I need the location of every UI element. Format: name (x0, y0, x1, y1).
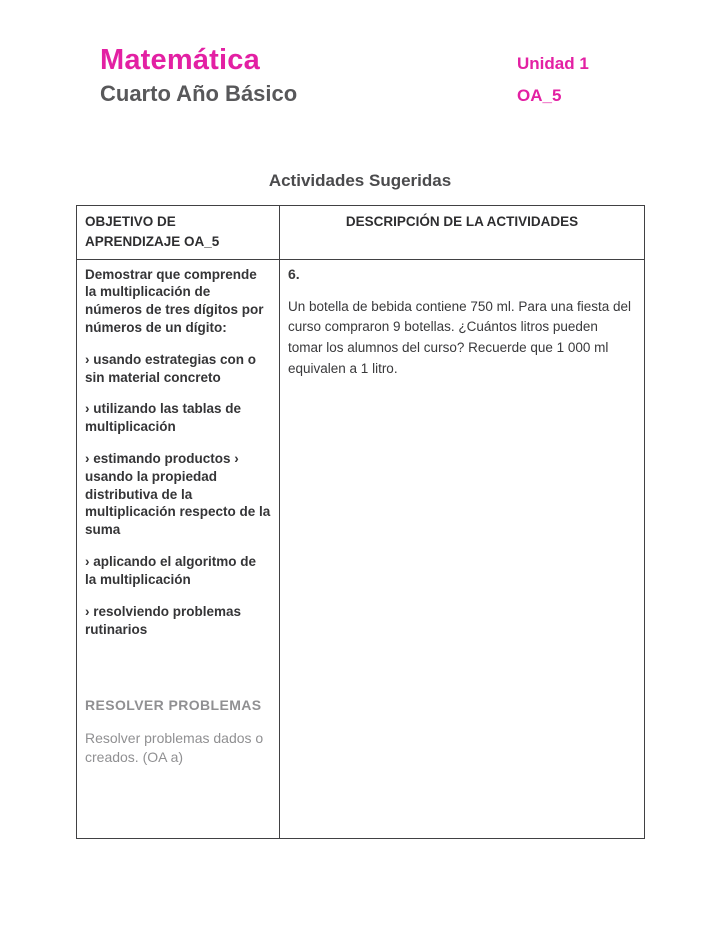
unit-block (517, 54, 589, 107)
document-header (100, 44, 620, 108)
skill-title: RESOLVER PROBLEMAS (85, 697, 262, 714)
activities-table (76, 205, 645, 839)
table-header-row (77, 206, 645, 260)
activity-number: 6. (288, 265, 300, 282)
section-heading: Actividades Sugeridas (268, 171, 452, 190)
skill-description: Resolver problemas dados o creados. (OA a) (85, 729, 264, 765)
unit-label: Unidad 1 (517, 54, 589, 73)
oa-code-label: OA_5 (517, 86, 562, 106)
page-title: Matemática (100, 44, 260, 76)
objective-bullet: › usando estrategias con o sin material concreto (85, 351, 257, 385)
skill-block (85, 696, 271, 766)
activity-cell (280, 259, 645, 838)
activity-text: Un botella de bebida contiene 750 ml. Para una fiesta del curso compraron 9 botellas. ¿Cuántos litros pueden tomar los alumnos del curso? Recuerde que 1 000 ml equivalen a 1 litro. (288, 298, 631, 377)
page-subtitle: Cuarto Año Básico (100, 81, 298, 107)
objective-bullet: › aplicando el algoritmo de la multiplicación (85, 554, 257, 587)
objective-bullet: › resolviendo problemas rutinarios (85, 603, 242, 637)
objective-bullet: › utilizando las tablas de multiplicación (85, 401, 242, 435)
objective-intro: Demostrar que comprende la multiplicación de números de tres dígitos por números de un dígito: (85, 266, 264, 335)
table-body-row (77, 259, 645, 838)
objective-cell (77, 259, 280, 838)
description-column-header: DESCRIPCIÓN DE LA ACTIVIDADES (280, 206, 645, 260)
objective-column-header: OBJETIVO DE APRENDIZAJE OA_5 (77, 206, 280, 260)
objective-bullet: › estimando productos › usando la propiedad distributiva de la multiplicación respecto de la suma (85, 451, 271, 538)
